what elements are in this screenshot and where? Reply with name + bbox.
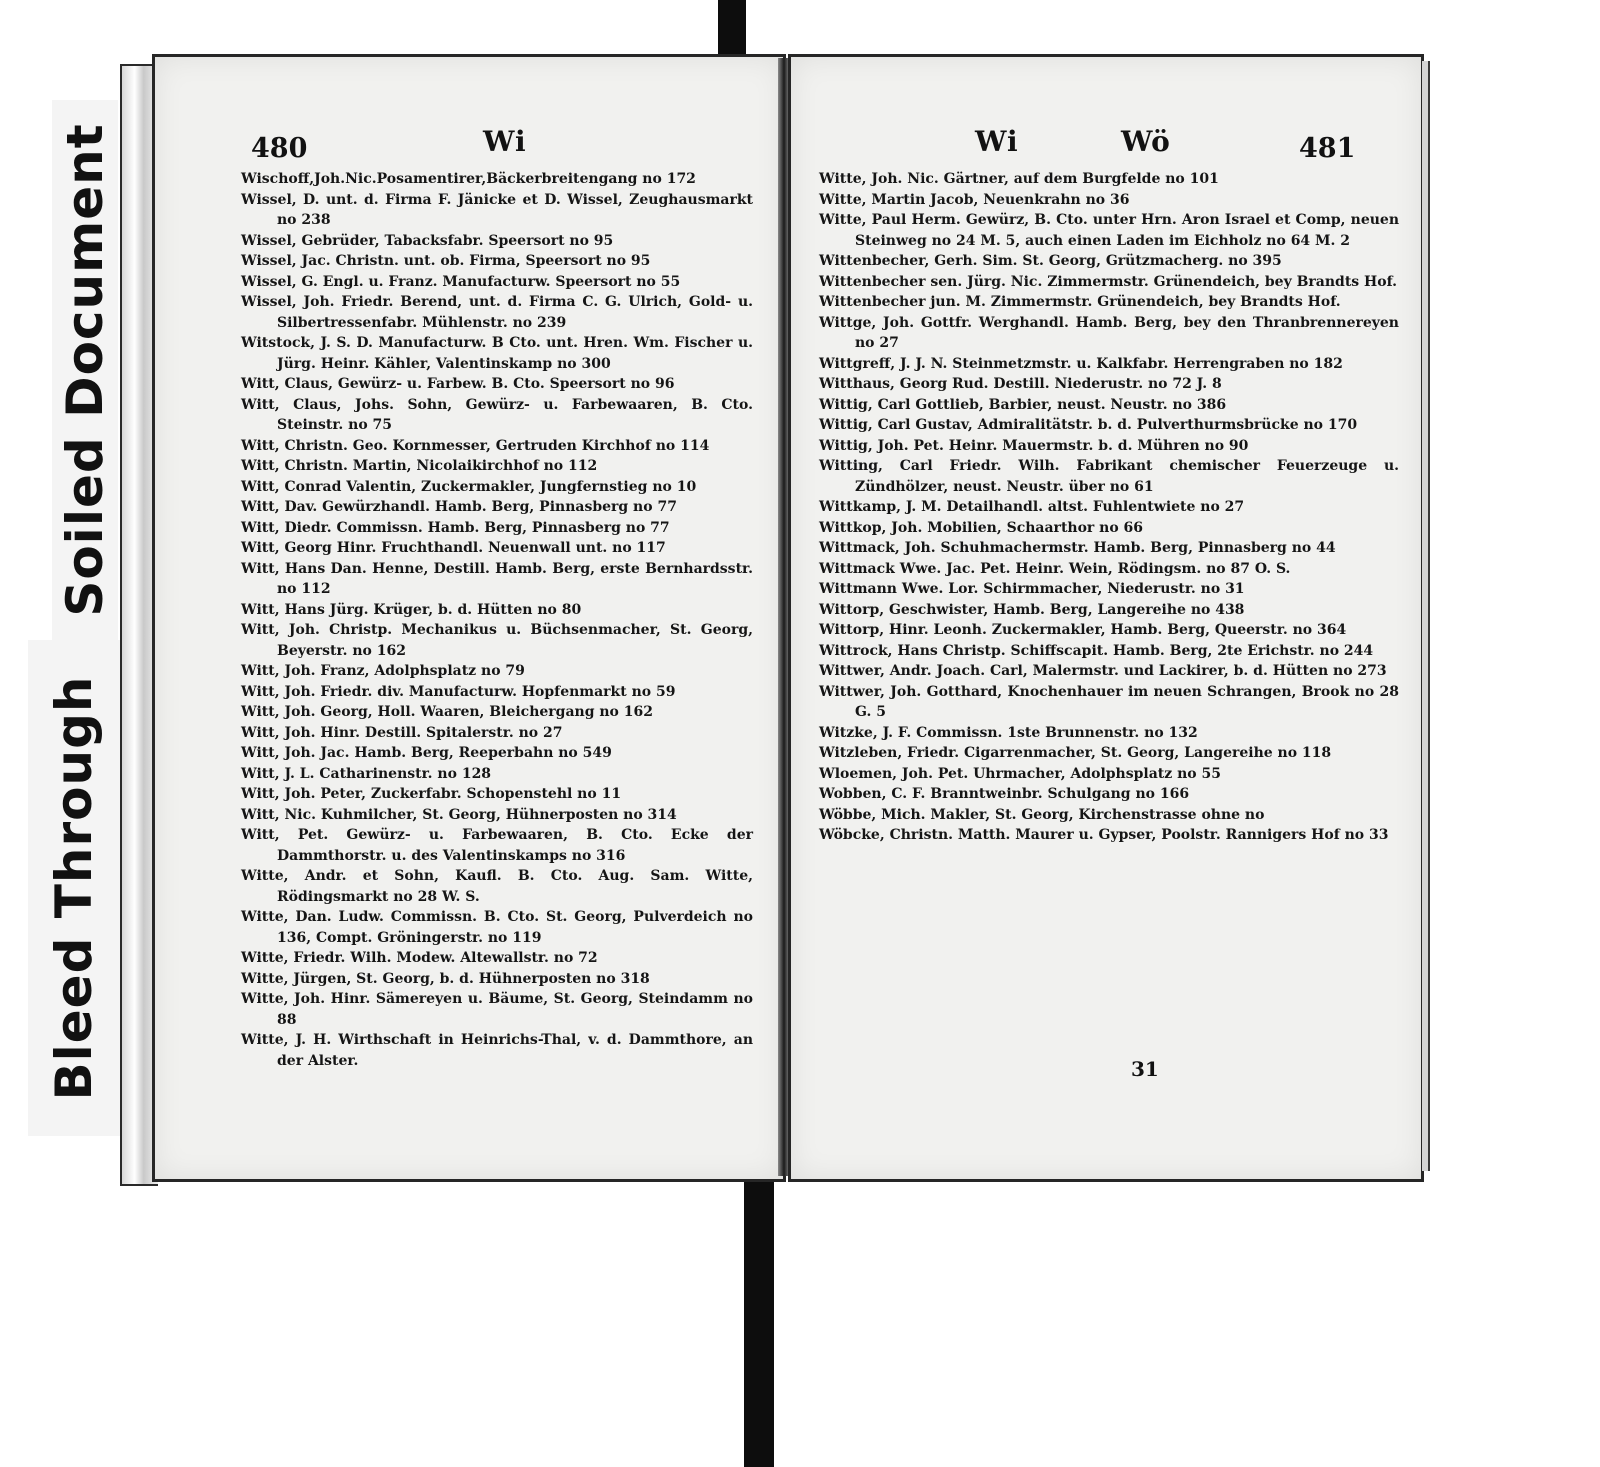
directory-entry: Wittorp, Hinr. Leonh. Zuckermakler, Hamb. Berg, Queerstr. no 364 bbox=[819, 622, 1347, 638]
directory-entry: Witt, Pet. Gewürz- u. Farbewaaren, B. Cto. Ecke der Dammthorstr. u. des Valentinskamps no 316 bbox=[241, 827, 753, 864]
soiled-document-text: Soiled Document bbox=[56, 123, 114, 617]
directory-entry: Witt, Claus, Johs. Sohn, Gewürz- u. Farbewaaren, B. Cto. Steinstr. no 75 bbox=[241, 396, 753, 433]
directory-entry: Witstock, J. S. D. Manufacturw. B Cto. unt. Hren. Wm. Fischer u. Jürg. Heinr. Kähler, Valentinskamp no 300 bbox=[241, 335, 753, 372]
directory-entry: Wittge, Joh. Gottfr. Werghandl. Hamb. Berg, bey den Thranbrennereyen no 27 bbox=[819, 314, 1399, 351]
directory-entry: Witt, Claus, Gewürz- u. Farbew. B. Cto. Speersort no 96 bbox=[241, 376, 675, 392]
directory-entry: Witting, Carl Friedr. Wilh. Fabrikant chemischer Feuerzeuge u. Zündhölzer, neust. Neustr. über no 61 bbox=[819, 458, 1399, 495]
directory-entry: Wittig, Carl Gottlieb, Barbier, neust. Neustr. no 386 bbox=[819, 396, 1227, 413]
directory-entry: Witt, Joh. Christp. Mechanikus u. Büchsenmacher, St. Georg, Beyerstr. no 162 bbox=[241, 622, 753, 659]
directory-entry: Wöbbe, Mich. Makler, St. Georg, Kirchenstrasse ohne no bbox=[819, 806, 1265, 823]
binding-strip-top bbox=[718, 0, 746, 60]
directory-entry: Witzke, J. F. Commissn. 1ste Brunnenstr. no 132 bbox=[819, 724, 1198, 741]
right-page bbox=[788, 54, 1424, 1182]
directory-entry: Witte, Joh. Nic. Gärtner, auf dem Burgfelde no 101 bbox=[819, 171, 1219, 187]
bleed-through-text: Bleed Through bbox=[45, 675, 103, 1101]
directory-entry: Witzleben, Friedr. Cigarrenmacher, St. Georg, Langereihe no 118 bbox=[819, 745, 1332, 761]
directory-entry: Wittmack, Joh. Schuhmachermstr. Hamb. Berg, Pinnasberg no 44 bbox=[819, 540, 1336, 556]
directory-entry: Witt, Dav. Gewürzhandl. Hamb. Berg, Pinnasberg no 77 bbox=[241, 499, 677, 515]
directory-entry: Witt, Hans Jürg. Krüger, b. d. Hütten no 80 bbox=[241, 601, 582, 618]
directory-entry: Wittig, Carl Gustav, Admiralitätstr. b. d. Pulverthurmsbrücke no 170 bbox=[819, 417, 1358, 433]
directory-entry: Wissel, D. unt. d. Firma F. Jänicke et D. Wissel, Zeughausmarkt no 238 bbox=[241, 191, 753, 228]
directory-entry: Witt, Joh. Hinr. Destill. Spitalerstr. no 27 bbox=[241, 724, 563, 741]
right-page-header bbox=[791, 125, 1421, 165]
directory-entry: Wissel, Jac. Christn. unt. ob. Firma, Speersort no 95 bbox=[241, 253, 651, 269]
directory-entry: Witt, Hans Dan. Henne, Destill. Hamb. Berg, erste Bernhardsstr. no 112 bbox=[241, 560, 753, 597]
directory-entry: Witt, Conrad Valentin, Zuckermakler, Jungfernstieg no 10 bbox=[241, 478, 697, 495]
directory-entry: Witt, Joh. Georg, Holl. Waaren, Bleichergang no 162 bbox=[241, 704, 653, 720]
directory-entry: Witt, J. L. Catharinenstr. no 128 bbox=[241, 765, 492, 782]
directory-entry: Wittmack Wwe. Jac. Pet. Heinr. Wein, Rödingsm. no 87 O. S. bbox=[819, 560, 1291, 577]
directory-entry: Witt, Joh. Jac. Hamb. Berg, Reeperbahn no 549 bbox=[241, 745, 612, 761]
directory-entry: Witte, Martin Jacob, Neuenkrahn no 36 bbox=[819, 191, 1130, 208]
directory-entry: Witte, Andr. et Sohn, Kaufl. B. Cto. Aug. Sam. Witte, Rödingsmarkt no 28 W. S. bbox=[241, 868, 753, 905]
right-directory-list bbox=[819, 169, 1399, 846]
soiled-document-label bbox=[52, 100, 118, 640]
right-page-edge bbox=[1422, 61, 1430, 1171]
directory-entry: Witt, Nic. Kuhmilcher, St. Georg, Hühnerposten no 314 bbox=[241, 806, 677, 823]
directory-entry: Wittrock, Hans Christp. Schiffscapit. Hamb. Berg, 2te Erichstr. no 244 bbox=[819, 642, 1374, 659]
directory-entry: Wischoff,Joh.Nic.Posamentirer,Bäckerbreitengang no 172 bbox=[241, 171, 696, 187]
directory-entry: Wittgreff, J. J. N. Steinmetzmstr. u. Kalkfabr. Herrengraben no 182 bbox=[819, 355, 1343, 372]
directory-entry: Wittkamp, J. M. Detailhandl. altst. Fuhlentwiete no 27 bbox=[819, 499, 1245, 515]
directory-entry: Wittmann Wwe. Lor. Schirmmacher, Niederustr. no 31 bbox=[819, 581, 1245, 597]
directory-entry: Wissel, Gebrüder, Tabacksfabr. Speersort no 95 bbox=[241, 232, 614, 249]
directory-entry: Witte, Dan. Ludw. Commissn. B. Cto. St. Georg, Pulverdeich no 136, Compt. Gröningerstr. no 119 bbox=[241, 909, 753, 946]
directory-entry: Witte, Paul Herm. Gewürz, B. Cto. unter Hrn. Aron Israel et Comp, neuen Steinweg no 24 M. 5, auch einen Laden im Eichholz no 64 M. 2 bbox=[819, 212, 1399, 249]
signature-mark: 31 bbox=[1131, 1057, 1159, 1081]
right-page-heading-left: Wi bbox=[975, 125, 1019, 158]
open-book bbox=[120, 54, 1420, 1184]
bleed-through-label bbox=[28, 640, 120, 1136]
binding-strip-bottom bbox=[744, 1168, 774, 1467]
directory-entry: Wittwer, Joh. Gotthard, Knochenhauer im neuen Schrangen, Brook no 28 G. 5 bbox=[819, 683, 1399, 720]
directory-entry: Wittenbecher, Gerh. Sim. St. Georg, Grützmacherg. no 395 bbox=[819, 253, 1282, 269]
directory-entry: Witt, Georg Hinr. Fruchthandl. Neuenwall unt. no 117 bbox=[241, 540, 666, 556]
directory-entry: Wittig, Joh. Pet. Heinr. Mauermstr. b. d. Mühren no 90 bbox=[819, 437, 1249, 454]
directory-entry: Witt, Christn. Geo. Kornmesser, Gertruden Kirchhof no 114 bbox=[241, 437, 710, 454]
left-page-heading: Wi bbox=[483, 125, 527, 158]
directory-entry: Wittenbecher sen. Jürg. Nic. Zimmermstr. Grünendeich, bey Brandts Hof. bbox=[819, 273, 1398, 290]
directory-entry: Witte, Friedr. Wilh. Modew. Altewallstr. no 72 bbox=[241, 950, 598, 966]
directory-entry: Witthaus, Georg Rud. Destill. Niederustr. no 72 J. 8 bbox=[819, 376, 1222, 392]
left-directory-list bbox=[241, 169, 753, 1071]
directory-entry: Wobben, C. F. Branntweinbr. Schulgang no 166 bbox=[819, 786, 1190, 802]
directory-entry: Witt, Diedr. Commissn. Hamb. Berg, Pinnasberg no 77 bbox=[241, 519, 670, 536]
right-page-heading-right: Wö bbox=[1121, 125, 1171, 158]
directory-entry: Witte, Jürgen, St. Georg, b. d. Hühnerposten no 318 bbox=[241, 970, 650, 987]
left-page-header bbox=[155, 125, 783, 165]
directory-entry: Wöbcke, Christn. Matth. Maurer u. Gypser, Poolstr. Rannigers Hof no 33 bbox=[819, 827, 1389, 843]
directory-entry: Wittwer, Andr. Joach. Carl, Malermstr. und Lackirer, b. d. Hütten no 273 bbox=[819, 663, 1387, 679]
right-page-number: 481 bbox=[1299, 133, 1356, 164]
directory-entry: Witt, Christn. Martin, Nicolaikirchhof no 112 bbox=[241, 458, 598, 474]
directory-entry: Wittorp, Geschwister, Hamb. Berg, Langereihe no 438 bbox=[819, 601, 1245, 618]
left-page bbox=[152, 54, 786, 1182]
directory-entry: Wittkop, Joh. Mobilien, Schaarthor no 66 bbox=[819, 519, 1144, 536]
directory-entry: Witt, Joh. Franz, Adolphsplatz no 79 bbox=[241, 663, 525, 679]
directory-entry: Wittenbecher jun. M. Zimmermstr. Grünendeich, bey Brandts Hof. bbox=[819, 294, 1341, 310]
directory-entry: Wissel, Joh. Friedr. Berend, unt. d. Firma C. G. Ulrich, Gold- u. Silbertressenfabr. Mühlenstr. no 239 bbox=[241, 294, 753, 331]
directory-entry: Wloemen, Joh. Pet. Uhrmacher, Adolphsplatz no 55 bbox=[819, 765, 1221, 782]
directory-entry: Witt, Joh. Peter, Zuckerfabr. Schopenstehl no 11 bbox=[241, 786, 622, 802]
directory-entry: Wissel, G. Engl. u. Franz. Manufacturw. Speersort no 55 bbox=[241, 273, 681, 290]
directory-entry: Witte, J. H. Wirthschaft in Heinrichs-Thal, v. d. Dammthore, an der Alster. bbox=[241, 1032, 753, 1069]
directory-entry: Witte, Joh. Hinr. Sämereyen u. Bäume, St. Georg, Steindamm no 88 bbox=[241, 991, 753, 1028]
directory-entry: Witt, Joh. Friedr. div. Manufacturw. Hopfenmarkt no 59 bbox=[241, 683, 676, 700]
left-page-number: 480 bbox=[251, 133, 308, 164]
